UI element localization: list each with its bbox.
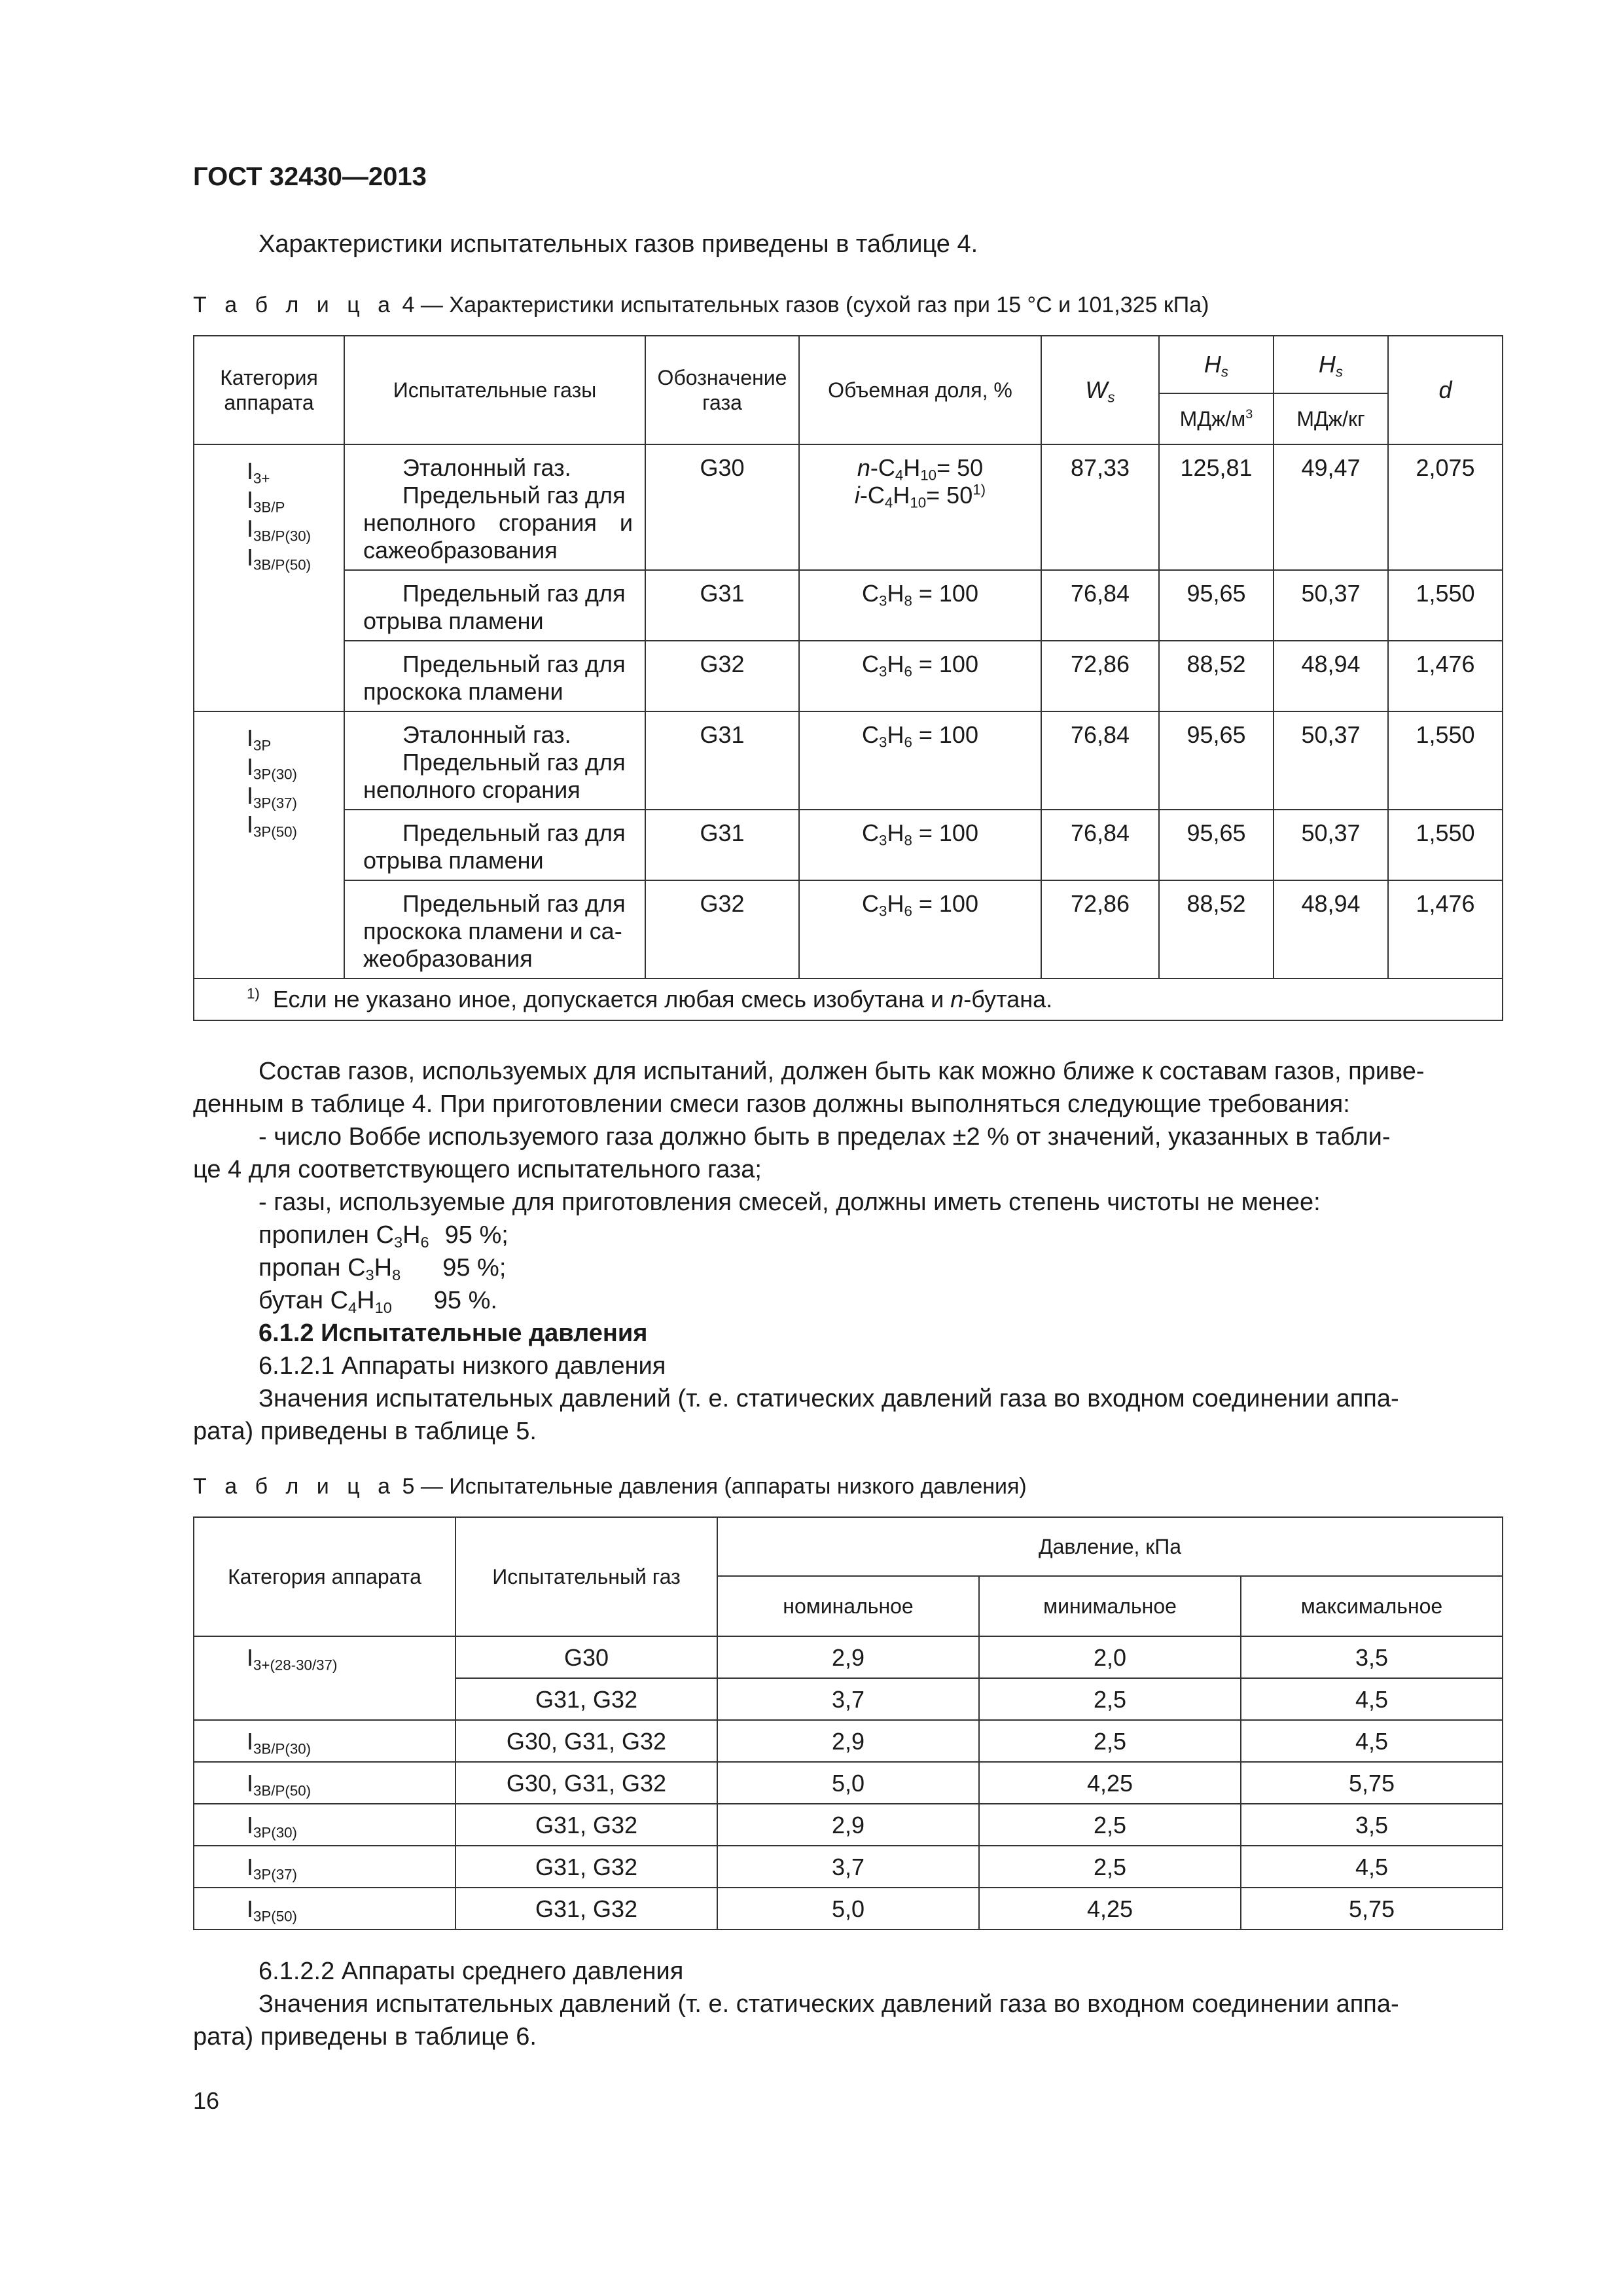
nominal-cell: 2,9 [717, 1636, 979, 1678]
gas-designation: G31 [645, 810, 799, 880]
d-value: 1,476 [1388, 641, 1503, 711]
hs-kg-value: 50,37 [1274, 711, 1388, 810]
paragraph-medium-pressure-line1: Значения испытательных давлений (т. е. статических давлений газа во входном соединении аппа- [259, 1990, 1399, 2018]
gas-designation: G32 [645, 641, 799, 711]
d-value: 1,550 [1388, 711, 1503, 810]
maximal-cell: 3,5 [1241, 1804, 1503, 1846]
hs-m3-value: 95,65 [1159, 711, 1274, 810]
gas-designation: G30 [645, 444, 799, 570]
purity-propylene: пропилен $C_3H_6$ 95 %; [259, 1221, 508, 1251]
volume-fraction: $C_3H_8 = 100$ [799, 810, 1041, 880]
nominal-cell: 5,0 [717, 1888, 979, 1929]
th-d: d [1388, 336, 1503, 444]
th-test-gases: Испытательные газы [344, 336, 645, 444]
category-item: $I_{3B/P}$ [247, 486, 285, 516]
table5-caption-prefix: Т а б л и ц а [193, 1474, 397, 1499]
minimal-cell: 2,0 [979, 1636, 1241, 1678]
table4-caption-title: 4 — Характеристики испытательных газов (сухой газ при 15 °С и 101,325 кПа) [396, 293, 1209, 317]
maximal-cell: 4,5 [1241, 1846, 1503, 1888]
bullet-wobbe-line1: - число Воббе используемого газа должно быть в пределах ±2 % от значений, указанных в табли- [259, 1123, 1391, 1151]
purity-propane: пропан $C_3H_8$ 95 %; [259, 1254, 507, 1284]
table-4 [193, 335, 1503, 1021]
gas-description: Предельный газ для проскока пламени и са- жеобразования [344, 880, 645, 978]
bullet-wobbe-line2: це 4 для соответствующего испытательного газа; [193, 1156, 762, 1183]
th-nominal: номинальное [717, 1576, 979, 1636]
bullet-purity: - газы, используемые для приготовления смесей, должны иметь степень чистоты не менее: [259, 1189, 1321, 1216]
th-pressure: Давление, кПа [717, 1517, 1503, 1576]
category-item: $I_{3B/P(50)}$ [247, 544, 312, 573]
document-header: ГОСТ 32430—2013 [193, 162, 427, 191]
table5-caption [193, 1474, 1027, 1499]
maximal-cell: 5,75 [1241, 1762, 1503, 1804]
volume-fraction: $C_3H_6 = 100$ [799, 641, 1041, 711]
paragraph-medium-pressure-line2: рата) приведены в таблице 6. [193, 2023, 537, 2051]
hs-m3-value: 95,65 [1159, 810, 1274, 880]
th-designation: Обозначение газа [645, 336, 799, 444]
category-item: $I_{3P}$ [247, 725, 272, 754]
paragraph-composition-line1: Состав газов, используемых для испытаний, должен быть как можно ближе к составам газов, приве- [259, 1058, 1425, 1085]
th-category: Категория аппарата [194, 1517, 455, 1636]
maximal-cell: 3,5 [1241, 1636, 1503, 1678]
ws-value: 72,86 [1041, 880, 1159, 978]
category-item: $I_{3P(50)}$ [247, 811, 297, 840]
table4-caption [193, 293, 1209, 318]
purity-butane: бутан $C_4H_{10}$ 95 %. [259, 1287, 497, 1317]
category-cell: $I_{3P(50)}$ [194, 1888, 455, 1929]
gas-description: Эталонный газ. Предельный газ для неполного сгорания [344, 711, 645, 810]
d-value: 1,550 [1388, 810, 1503, 880]
gas-cell: G30 [455, 1636, 717, 1678]
hs-kg-value: 50,37 [1274, 810, 1388, 880]
table4-caption-prefix: Т а б л и ц а [193, 293, 397, 317]
category-item: $I_{3P(30)}$ [247, 753, 297, 783]
intro-paragraph: Характеристики испытательных газов приведены в таблице 4. [259, 230, 978, 258]
section-6-1-2-2-heading: 6.1.2.2 Аппараты среднего давления [259, 1958, 684, 1985]
d-value: 2,075 [1388, 444, 1503, 570]
th-unit-kg: МДж/кг [1274, 393, 1388, 444]
gas-cell: G30, G31, G32 [455, 1762, 717, 1804]
hs-m3-value: 88,52 [1159, 641, 1274, 711]
nominal-cell: 3,7 [717, 1846, 979, 1888]
volume-fraction: $C_3H_6 = 100$ [799, 711, 1041, 810]
hs-m3-value: 125,81 [1159, 444, 1274, 570]
th-hs-vol: $H_s$ [1159, 336, 1274, 393]
gas-designation: G31 [645, 570, 799, 641]
minimal-cell: 2,5 [979, 1846, 1241, 1888]
th-unit-m3: МДж/$м^3$ [1159, 393, 1274, 444]
category-cell: $I_{3+(28-30/37)}$ [194, 1636, 455, 1720]
ws-value: 76,84 [1041, 570, 1159, 641]
d-value: 1,476 [1388, 880, 1503, 978]
minimal-cell: 4,25 [979, 1888, 1241, 1929]
gas-designation: G32 [645, 880, 799, 978]
category-item: $I_{3P(37)}$ [247, 782, 297, 812]
category-group-3plus [194, 444, 344, 711]
th-volume-fraction: Объемная доля, % [799, 336, 1041, 444]
nominal-cell: 2,9 [717, 1720, 979, 1762]
hs-kg-value: 48,94 [1274, 641, 1388, 711]
volume-fraction: $C_3H_6 = 100$ [799, 880, 1041, 978]
gas-designation: G31 [645, 711, 799, 810]
maximal-cell: 5,75 [1241, 1888, 1503, 1929]
minimal-cell: 2,5 [979, 1678, 1241, 1720]
gas-description: Предельный газ для отрыва пламени [344, 810, 645, 880]
nominal-cell: 2,9 [717, 1804, 979, 1846]
gas-cell: G30, G31, G32 [455, 1720, 717, 1762]
table5-caption-title: 5 — Испытательные давления (аппараты низкого давления) [396, 1474, 1027, 1499]
ws-value: 76,84 [1041, 810, 1159, 880]
gas-description: Предельный газ для отрыва пламени [344, 570, 645, 641]
hs-kg-value: 50,37 [1274, 570, 1388, 641]
ws-value: 76,84 [1041, 711, 1159, 810]
volume-fraction: $C_3H_8 = 100$ [799, 570, 1041, 641]
nominal-cell: 5,0 [717, 1762, 979, 1804]
paragraph-low-pressure-line2: рата) приведены в таблице 5. [193, 1418, 537, 1445]
category-cell: $I_{3P(30)}$ [194, 1804, 455, 1846]
minimal-cell: 2,5 [979, 1720, 1241, 1762]
gas-cell: G31, G32 [455, 1678, 717, 1720]
maximal-cell: 4,5 [1241, 1720, 1503, 1762]
category-item: $I_{3B/P(30)}$ [247, 515, 312, 545]
gas-description: Предельный газ для проскока пламени [344, 641, 645, 711]
gas-cell: G31, G32 [455, 1804, 717, 1846]
hs-kg-value: 49,47 [1274, 444, 1388, 570]
th-test-gas: Испытательный газ [455, 1517, 717, 1636]
gas-description: Эталонный газ. Предельный газ для неполного сгорания и сажеобразования [344, 444, 645, 570]
hs-m3-value: 95,65 [1159, 570, 1274, 641]
hs-m3-value: 88,52 [1159, 880, 1274, 978]
minimal-cell: 2,5 [979, 1804, 1241, 1846]
th-hs-mass: $H_s$ [1274, 336, 1388, 393]
d-value: 1,550 [1388, 570, 1503, 641]
th-minimal: минимальное [979, 1576, 1241, 1636]
nominal-cell: 3,7 [717, 1678, 979, 1720]
category-cell: $I_{3B/P(50)}$ [194, 1762, 455, 1804]
ws-value: 72,86 [1041, 641, 1159, 711]
paragraph-composition-line2: денным в таблице 4. При приготовлении смеси газов должны выполняться следующие требования: [193, 1090, 1350, 1118]
th-ws: $W_s$ [1041, 336, 1159, 444]
minimal-cell: 4,25 [979, 1762, 1241, 1804]
paragraph-low-pressure-line1: Значения испытательных давлений (т. е. статических давлений газа во входном соединении аппа- [259, 1385, 1399, 1412]
th-maximal: максимальное [1241, 1576, 1503, 1636]
maximal-cell: 4,5 [1241, 1678, 1503, 1720]
category-group-3p [194, 711, 344, 978]
table-5 [193, 1516, 1503, 1930]
gas-cell: G31, G32 [455, 1846, 717, 1888]
category-cell: $I_{3B/P(30)}$ [194, 1720, 455, 1762]
gas-cell: G31, G32 [455, 1888, 717, 1929]
section-6-1-2-heading: 6.1.2 Испытательные давления [259, 1319, 648, 1347]
table4-footnote: $^{1)}$ Если не указано иное, допускается любая смесь изобутана и n-бутана. [194, 978, 1503, 1020]
section-6-1-2-1-heading: 6.1.2.1 Аппараты низкого давления [259, 1352, 666, 1380]
ws-value: 87,33 [1041, 444, 1159, 570]
th-category: Категория аппарата [194, 336, 344, 444]
page-number: 16 [193, 2087, 220, 2114]
volume-fraction: $n-C_4H_{10}= 50$ $i-C_4H_{10}= 50^{1)}$ [799, 444, 1041, 570]
category-item: $I_{3+}$ [247, 457, 270, 487]
category-cell: $I_{3P(37)}$ [194, 1846, 455, 1888]
hs-kg-value: 48,94 [1274, 880, 1388, 978]
